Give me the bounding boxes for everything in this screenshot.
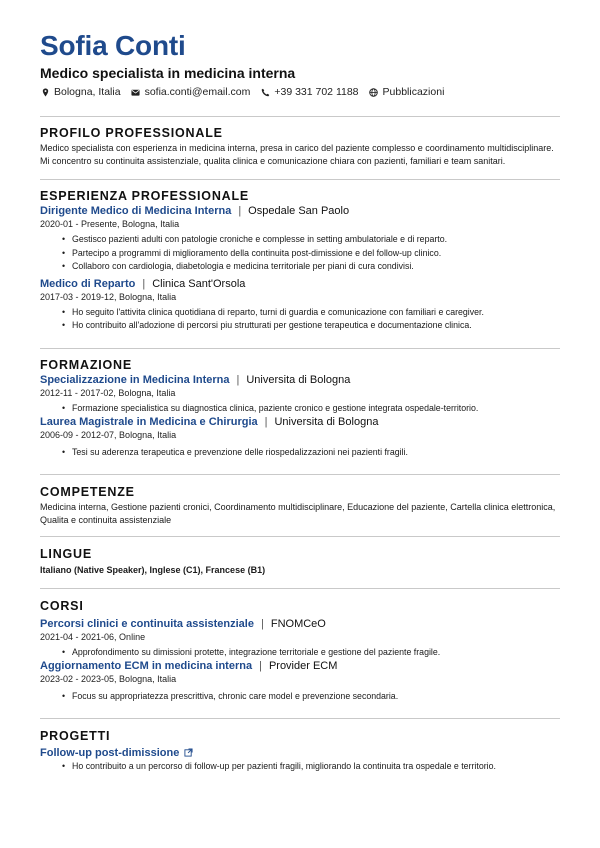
languages-list: Italiano (Native Speaker), Inglese (C1), Francese (B1) — [40, 564, 266, 575]
projects-section — [40, 729, 560, 774]
separator: | — [259, 660, 262, 672]
entry-organization: Clinica Sant'Orsola — [152, 277, 246, 290]
contact-location-text: Bologna, Italia — [54, 86, 121, 98]
separator: | — [236, 373, 240, 386]
contact-phone[interactable] — [260, 86, 358, 98]
separator: | — [264, 416, 268, 428]
candidate-name: Sofia Conti — [40, 30, 186, 61]
phone-icon — [260, 87, 270, 97]
entry-course: Aggiornamento ECM in medicina interna — [40, 660, 253, 672]
entry-dates-location: 2006-09 - 2012-07, Bologna, Italia — [40, 430, 177, 440]
experience-entry — [40, 204, 560, 274]
location-pin-icon — [40, 87, 50, 97]
bullet-item: • Gestisco pazienti adulti con patologie croniche e complesse in setting ambulatoriale e di reparto. — [62, 233, 560, 247]
section-divider — [40, 348, 560, 349]
external-link-icon[interactable] — [184, 748, 194, 758]
experience-entry — [40, 277, 560, 333]
course-entry — [40, 659, 560, 704]
section-title: COMPETENZE — [40, 484, 135, 499]
section-divider — [40, 179, 560, 180]
skills-section — [40, 485, 560, 527]
profile-section — [40, 126, 560, 168]
section-title: PROGETTI — [40, 728, 111, 743]
entry-dates-location: 2012-11 - 2017-02, Bologna, Italia — [40, 387, 176, 398]
entry-institution: Universita di Bologna — [246, 373, 351, 386]
separator: | — [260, 617, 264, 630]
bullet-item: • Approfondimento su dimissioni protette, integrazione territoriale e gestione del paziente fragile. — [62, 646, 560, 660]
entry-course: Percorsi clinici e continuita assistenziale — [40, 617, 254, 630]
email-icon — [131, 87, 141, 97]
bullet-item: • Collaboro con cardiologia, diabetologia e medicina territoriale per piani di cura condivisi. — [62, 260, 560, 274]
section-divider — [40, 474, 560, 475]
entry-dates-location: 2017-03 - 2019-12, Bologna, Italia — [40, 291, 177, 302]
bullet-item: • Ho contribuito all'adozione di percorsi piu strutturati per gestione terapeutica e documentazione clinica. — [62, 319, 560, 333]
entry-bullets — [62, 760, 560, 774]
languages-section — [40, 547, 560, 577]
skills-list: Medicina interna, Gestione pazienti cronici, Coordinamento multidisciplinare, Educazione del paziente, Cartella clinica elettronica, Qualita e continuita assistenziale — [40, 501, 556, 525]
section-title: LINGUE — [40, 546, 93, 561]
project-entry — [40, 746, 560, 774]
contact-email[interactable] — [131, 86, 251, 98]
entry-dates-location: 2023-02 - 2023-05, Bologna, Italia — [40, 674, 177, 684]
section-divider — [40, 718, 560, 719]
headline: Medico specialista in medicina interna — [40, 65, 296, 81]
profile-paragraph: Medico specialista con esperienza in medicina interna, presa in carico del paziente complesso e coordinamento multidisciplinare. — [40, 143, 554, 153]
bullet-item: • Tesi su aderenza terapeutica e prevenzione delle riospedalizzazioni nei pazienti fragili. — [62, 446, 560, 460]
contact-location — [40, 86, 121, 98]
entry-degree: Laurea Magistrale in Medicina e Chirurgia — [40, 416, 258, 428]
contact-phone-text: +39 331 702 1188 — [274, 86, 359, 98]
entry-bullets — [62, 306, 560, 333]
education-entry — [40, 373, 560, 416]
bullet-item: • Partecipo a programmi di miglioramento della continuita post-dimissione e del follow-up clinico. — [62, 247, 560, 261]
section-title: FORMAZIONE — [40, 357, 133, 372]
globe-icon — [369, 87, 379, 97]
contact-row — [40, 85, 560, 99]
course-entry — [40, 617, 560, 660]
entry-dates-location: 2020-01 - Presente, Bologna, Italia — [40, 219, 180, 229]
entry-dates-location: 2021-04 - 2021-06, Online — [40, 631, 146, 642]
section-title: ESPERIENZA PROFESSIONALE — [40, 189, 250, 203]
entry-institution: Universita di Bologna — [274, 416, 379, 428]
bullet-item: • Formazione specialistica su diagnostica clinica, paziente cronico e gestione integrata ospedale-territorio. — [62, 402, 560, 416]
entry-bullets — [62, 402, 560, 416]
entry-bullets — [62, 646, 560, 660]
contact-email-text: sofia.conti@email.com — [144, 86, 251, 98]
separator: | — [142, 277, 146, 290]
separator: | — [238, 205, 242, 217]
entry-role: Dirigente Medico di Medicina Interna — [40, 205, 232, 217]
section-divider — [40, 536, 560, 537]
bullet-item: • Ho seguito l'attivita clinica quotidiana di reparto, turni di guardia e comunicazione con familiari e caregiver. — [62, 306, 560, 320]
bullet-item: • Ho contribuito a un percorso di follow-up per pazienti fragili, migliorando la continuita tra ospedale e territorio. — [62, 760, 560, 774]
section-divider — [40, 588, 560, 589]
courses-section — [40, 599, 560, 704]
entry-provider: Provider ECM — [268, 660, 338, 672]
profile-paragraph: Mi concentro su continuita assistenziale, qualita clinica e comunicazione chiara con pazienti, familiari e team sanitari. — [40, 156, 506, 166]
bullet-item: • Focus su appropriatezza prescrittiva, chronic care model e prevenzione secondaria. — [62, 690, 560, 704]
entry-bullets — [62, 446, 560, 460]
contact-publications-text: Pubblicazioni — [382, 86, 445, 98]
section-divider — [40, 116, 560, 117]
entry-bullets — [62, 233, 560, 274]
entry-role: Medico di Reparto — [40, 277, 136, 290]
header — [40, 30, 560, 99]
education-section — [40, 358, 560, 460]
entry-bullets — [62, 690, 560, 704]
experience-section — [40, 189, 560, 333]
entry-degree: Specializzazione in Medicina Interna — [40, 373, 230, 386]
entry-organization: Ospedale San Paolo — [248, 205, 350, 217]
entry-provider: FNOMCeO — [270, 617, 326, 630]
education-entry — [40, 415, 560, 460]
section-title: CORSI — [40, 598, 84, 613]
project-title-link[interactable]: Follow-up post-dimissione — [40, 746, 180, 759]
section-title: PROFILO PROFESSIONALE — [40, 126, 223, 140]
contact-publications-link[interactable] — [369, 86, 445, 98]
